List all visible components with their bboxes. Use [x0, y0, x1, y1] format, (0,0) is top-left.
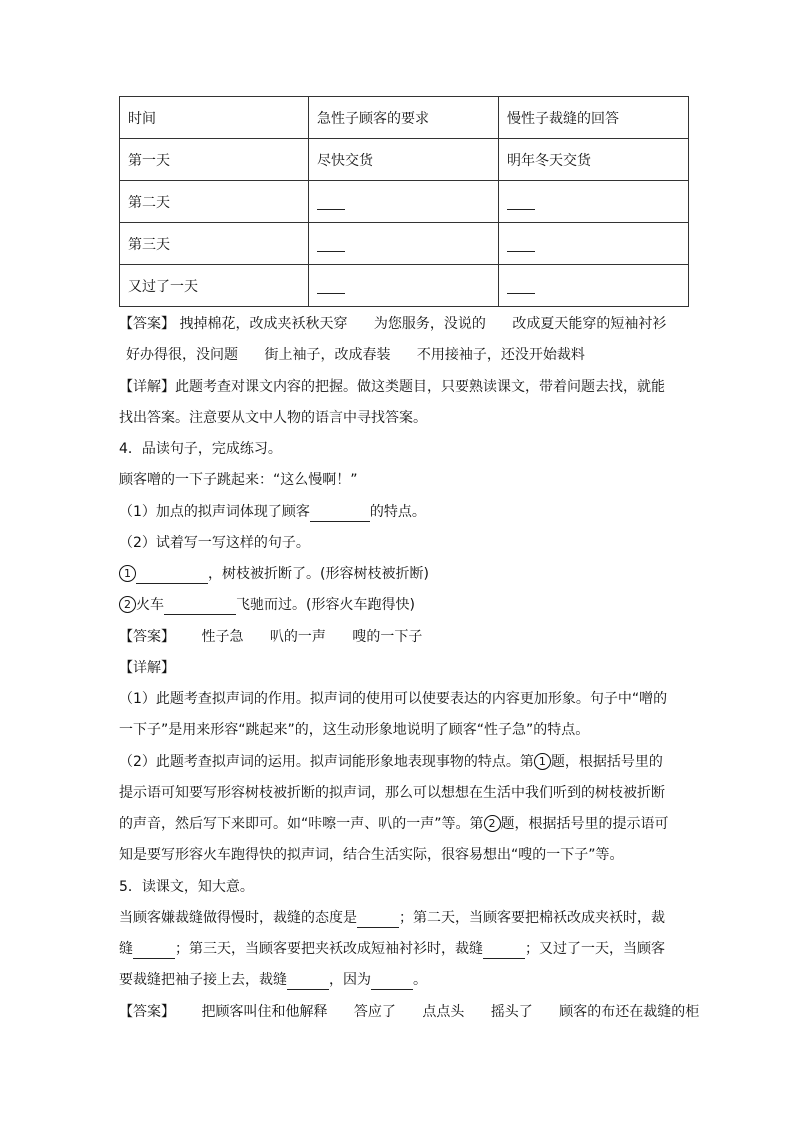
answer-label: 【答案】: [119, 629, 175, 645]
table-header-row: [120, 97, 689, 139]
answer-text: 点点头: [422, 1004, 465, 1020]
answer-blank: [357, 912, 399, 928]
answer-blank: [136, 568, 208, 584]
circled-number: 1: [534, 753, 551, 770]
q4-title: 4．品读句子，完成练习。: [119, 441, 282, 457]
q5-line-3: 要裁缝把袖子接上去，裁缝 ，因为 。: [119, 972, 427, 988]
q4-item-2: 2 火车 飞驰而过。(形容火车跑得快): [119, 595, 415, 615]
answer-blank: [507, 279, 535, 294]
q4-detail-2-line-3: 的声音，然后写下来即可。如“咔嚓一声、叭的一声”等。第 2 题，根据括号里的提示语可: [119, 816, 669, 832]
requests-table: [119, 96, 689, 307]
answer-text: 街上袖子，改成春装: [264, 347, 391, 363]
q4-sub1: （1）加点的拟声词体现了顾客 的特点。: [119, 504, 426, 520]
table-header-cell: 急性子顾客的要求: [309, 97, 499, 139]
answer-label: 【答案】: [119, 316, 175, 332]
answer-text: 摇头了: [490, 1004, 533, 1020]
q4-sentence: 顾客噌的一下子跳起来：“这么慢啊！”: [119, 472, 358, 488]
answer-text: 拽掉棉花，改成夹袄秋天穿: [179, 316, 348, 332]
q3-answer-line-1: [119, 314, 666, 334]
q5-line-1: 当顾客嫌裁缝做得慢时，裁缝的态度是 ；第二天，当顾客要把棉袄改成夹袄时，裁: [119, 910, 665, 926]
circled-number: 1: [119, 565, 136, 582]
table-row: [120, 181, 689, 223]
answer-text: 把顾客叫住和他解释: [201, 1004, 328, 1020]
q4-detail-2-line-1: （2）此题考查拟声词的运用。拟声词能形象地表现事物的特点。第 1 题，根据括号里的: [119, 754, 663, 770]
q4-detail-2-line-4: 知是要写形容火车跑得快的拟声词，结合生活实际，很容易想出“嗖的一下子”等。: [119, 847, 624, 863]
q4-sub2: （2）试着写一写这样的句子。: [119, 535, 310, 551]
q3-answer-line-2: [126, 345, 585, 365]
answer-text: 答应了: [353, 1004, 396, 1020]
answer-blank: [287, 974, 329, 990]
table-header-cell: 时间: [120, 97, 309, 139]
table-cell-day: 又过了一天: [120, 265, 309, 307]
q5-answer-line: [119, 1002, 699, 1022]
table-cell-customer: [309, 223, 499, 265]
answer-text: 改成夏天能穿的短袖衬衫: [512, 316, 667, 332]
answer-text: 性子急: [201, 629, 244, 645]
table-cell-customer: [309, 181, 499, 223]
table-row: [120, 265, 689, 307]
circled-number: 2: [119, 596, 136, 613]
q4-answer-line: [119, 627, 422, 647]
table-cell-day: 第一天: [120, 139, 309, 181]
answer-blank: [507, 195, 535, 210]
table-row: [120, 139, 689, 181]
table-cell-customer: [309, 265, 499, 307]
answer-text: 好办得很，没问题: [126, 347, 238, 363]
answer-text: 为您服务，没说的: [373, 316, 486, 332]
q3-detail-line-1: [119, 377, 665, 397]
answer-blank: [310, 506, 370, 522]
q4-detail-1-line-2: 一下子”是用来形容“跳起来”的，这生动形象地说明了顾客“性子急”的特点。: [119, 722, 590, 738]
q4-item-1: 1 ，树枝被折断了。(形容树枝被折断): [119, 564, 429, 584]
q4-detail-2-line-2: 提示语可知要写形容树枝被折断的拟声词，那么可以想想在生活中我们听到的树枝被折断: [119, 785, 665, 801]
q3-detail-line-2: 找出答案。注意要从文中人物的语言中寻找答案。: [119, 410, 427, 426]
answer-text: 叭的一声: [269, 629, 326, 645]
q4-detail-1-line-1: （1）此题考查拟声词的作用。拟声词的使用可以使要表达的内容更加形象。句子中“噌的: [119, 691, 668, 707]
answer-blank: [133, 943, 175, 959]
table-cell-day: 第三天: [120, 223, 309, 265]
answer-blank: [317, 195, 345, 210]
circled-number: 2: [484, 815, 501, 832]
answer-text: 顾客的布还在裁缝的柜: [559, 1004, 700, 1020]
table-cell-customer: 尽快交货: [309, 139, 499, 181]
answer-blank: [483, 943, 525, 959]
q5-line-2: 缝 ；第三天，当顾客要把夹袄改成短袖衬衫时，裁缝 ；又过了一天，当顾客: [119, 941, 665, 957]
detail-label: 【详解】: [119, 379, 175, 395]
table-cell-tailor: 明年冬天交货: [499, 139, 689, 181]
table-row: [120, 223, 689, 265]
answer-text: 不用接袖子，还没开始裁料: [416, 347, 585, 363]
answer-blank: [164, 599, 236, 615]
table-cell-tailor: [499, 223, 689, 265]
table-cell-tailor: [499, 265, 689, 307]
answer-blank: [317, 237, 345, 252]
table-header-cell: 慢性子裁缝的回答: [499, 97, 689, 139]
answer-label: 【答案】: [119, 1004, 175, 1020]
answer-blank: [317, 279, 345, 294]
detail-text: 此题考查对课文内容的把握。做这类题目，只要熟读课文，带着问题去找，就能: [175, 379, 665, 395]
answer-blank: [507, 237, 535, 252]
q5-title: 5．读课文，知大意。: [119, 879, 254, 895]
answer-text: 嗖的一下子: [352, 629, 423, 645]
table-cell-day: 第二天: [120, 181, 309, 223]
answer-blank: [371, 974, 413, 990]
table-cell-tailor: [499, 181, 689, 223]
q4-detail-label: 【详解】: [119, 660, 175, 676]
